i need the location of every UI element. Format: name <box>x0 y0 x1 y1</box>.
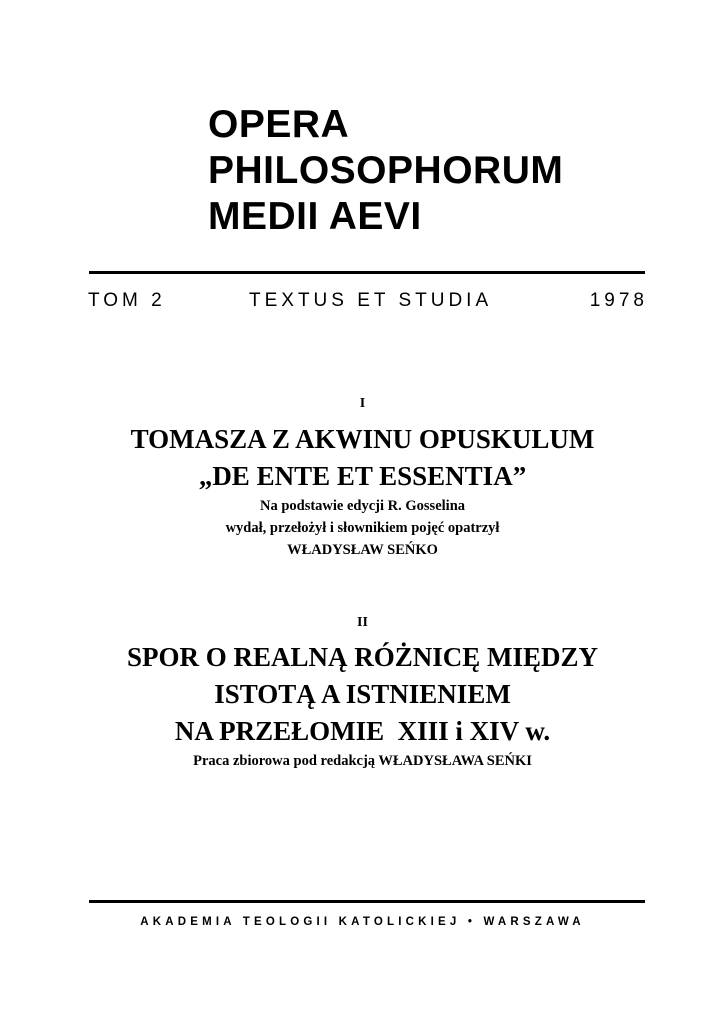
collection-name: TEXTUS ET STUDIA <box>249 290 493 311</box>
series-title-line: OPERA <box>208 103 350 146</box>
series-title-line: MEDII AEVI <box>208 195 422 238</box>
publication-year: 1978 <box>589 290 648 311</box>
part-subtitle <box>0 750 725 772</box>
part-heading-line: TOMASZA Z AKWINU OPUSKULUM <box>130 424 595 454</box>
part-numeral: I <box>359 396 366 411</box>
part-heading-line: NA PRZEŁOMIE XIII i XIV w. <box>174 716 551 746</box>
series-title <box>208 102 563 240</box>
volume-info-row <box>88 290 648 314</box>
part-subtitle-line: Praca zbiorowa pod redakcją WŁADYSŁAWA SEŃKI <box>193 753 532 769</box>
part-heading <box>0 639 725 750</box>
volume-number: TOM 2 <box>88 290 166 311</box>
part-heading-line: „DE ENTE ET ESSENTIA” <box>198 461 527 491</box>
part-subtitle-line: Na podstawie edycji R. Gosselina <box>259 498 466 514</box>
part-subtitle-line: WŁADYSŁAW SEŃKO <box>287 542 438 558</box>
bottom-divider <box>89 900 645 903</box>
publisher-line: AKADEMIA TEOLOGII KATOLICKIEJ • WARSZAWA <box>140 916 585 928</box>
part-two <box>0 614 725 772</box>
part-subtitle-line: wydał, przełożył i słownikiem pojęć opatrzył <box>225 520 500 536</box>
part-heading-line: SPOR O REALNĄ RÓŻNICĘ MIĘDZY <box>126 642 599 672</box>
series-title-line: PHILOSOPHORUM <box>208 149 564 192</box>
part-heading <box>0 421 725 495</box>
part-subtitle <box>0 495 725 561</box>
part-heading-line: ISTOTĄ A ISTNIENIEM <box>214 679 511 709</box>
part-numeral: II <box>357 615 368 630</box>
part-one <box>0 395 725 561</box>
top-divider <box>89 271 645 274</box>
